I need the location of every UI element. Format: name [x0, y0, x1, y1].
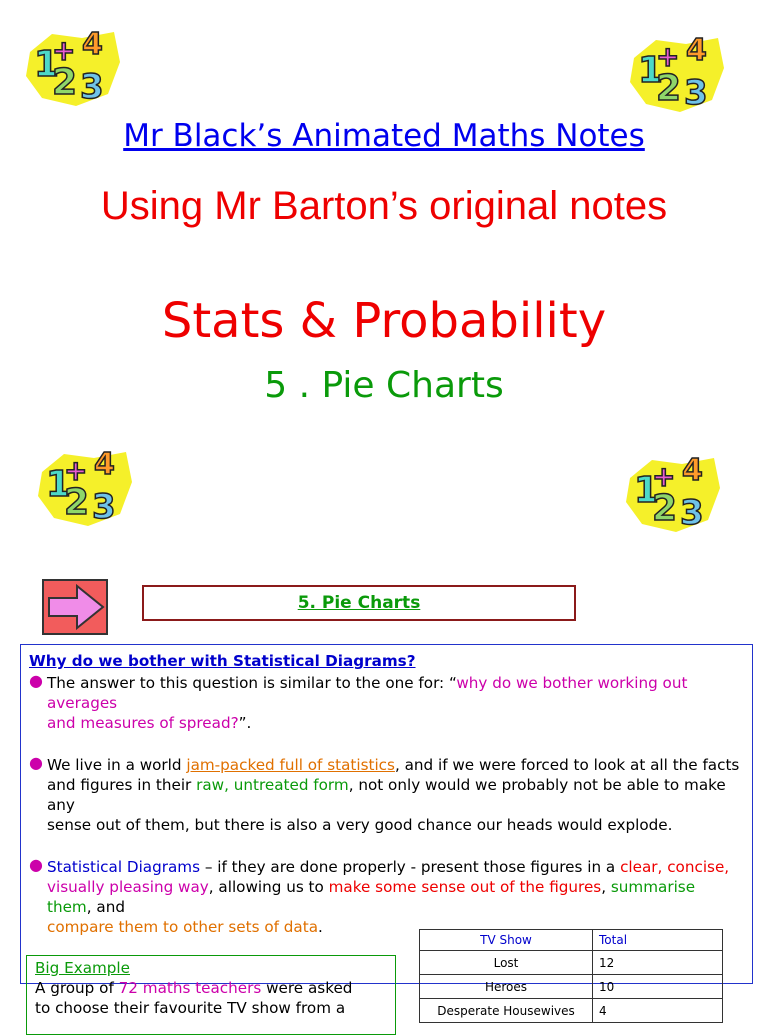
svg-text:3: 3 — [684, 73, 708, 113]
page-subtitle: Using Mr Barton’s original notes — [100, 184, 668, 228]
svg-text:3: 3 — [92, 487, 116, 527]
svg-text:1: 1 — [34, 44, 60, 85]
example-line: to choose their favourite TV show from a — [35, 999, 346, 1017]
numbers-clipart-icon — [622, 440, 726, 536]
svg-text:2: 2 — [652, 488, 678, 529]
bullet-icon: ● — [29, 753, 43, 772]
section-heading[interactable]: 5. Pie Charts — [297, 593, 421, 613]
svg-text:4: 4 — [682, 453, 703, 488]
svg-text:+: + — [652, 460, 676, 493]
page-title[interactable]: Mr Black’s Animated Maths Notes — [123, 118, 645, 154]
table-cell: 4 — [593, 999, 723, 1023]
list-item: ● The answer to this question is similar to the one for: “why do we bother working out averages and measures of spread?”. — [29, 671, 688, 732]
svg-text:4: 4 — [686, 33, 707, 68]
svg-text:2: 2 — [64, 482, 90, 523]
svg-text:2: 2 — [656, 68, 682, 109]
chapter-title: 5 . Pie Charts — [264, 365, 504, 406]
numbers-clipart-icon — [22, 14, 126, 110]
table-cell: 10 — [593, 975, 723, 999]
svg-text:1: 1 — [634, 470, 660, 511]
table-cell: Desperate Housewives — [420, 999, 593, 1023]
svg-text:+: + — [52, 34, 76, 67]
bullet-icon: ● — [29, 855, 43, 874]
svg-text:+: + — [64, 454, 88, 487]
table-cell: Heroes — [420, 975, 593, 999]
example-line: A group of 72 maths teachers were asked — [35, 979, 353, 997]
bullet-icon: ● — [29, 671, 43, 690]
numbers-clipart-icon — [626, 20, 730, 116]
svg-text:3: 3 — [680, 493, 704, 533]
svg-text:1: 1 — [638, 50, 664, 91]
svg-text:+: + — [656, 40, 680, 73]
list-item: ● Statistical Diagrams – if they are done properly - present those figures in a clear, concise, visually pleasing way, allowing us to make some sense out of the figures, summarise them, and compare them to other sets of data. — [29, 855, 730, 936]
table-row — [420, 951, 723, 975]
table-cell: Lost — [420, 951, 593, 975]
table-row — [420, 999, 723, 1023]
svg-text:4: 4 — [82, 27, 103, 62]
svg-text:3: 3 — [80, 67, 104, 107]
table-header-row — [420, 930, 723, 951]
svg-text:4: 4 — [94, 447, 115, 482]
table-header-cell: TV Show — [420, 930, 593, 951]
content-heading[interactable]: Why do we bother with Statistical Diagrams? — [29, 652, 416, 670]
table-cell: 12 — [593, 951, 723, 975]
example-panel — [26, 955, 396, 1035]
svg-text:1: 1 — [46, 464, 72, 505]
table-row — [420, 975, 723, 999]
table-header-cell: Total — [593, 930, 723, 951]
tv-show-table — [419, 929, 723, 1023]
arrow-right-icon[interactable] — [41, 578, 111, 636]
svg-text:2: 2 — [52, 62, 78, 103]
numbers-clipart-icon — [34, 434, 138, 530]
section-heading-box — [142, 585, 576, 621]
topic-title: Stats & Probability — [161, 293, 607, 349]
example-title[interactable]: Big Example — [35, 959, 130, 977]
list-item: ● We live in a world jam-packed full of statistics, and if we were forced to look at all the facts and figures in their raw, untreated form, not only would we probably not be able to make any sense out of them, but there is also a very good chance our heads would explode. — [29, 753, 740, 834]
